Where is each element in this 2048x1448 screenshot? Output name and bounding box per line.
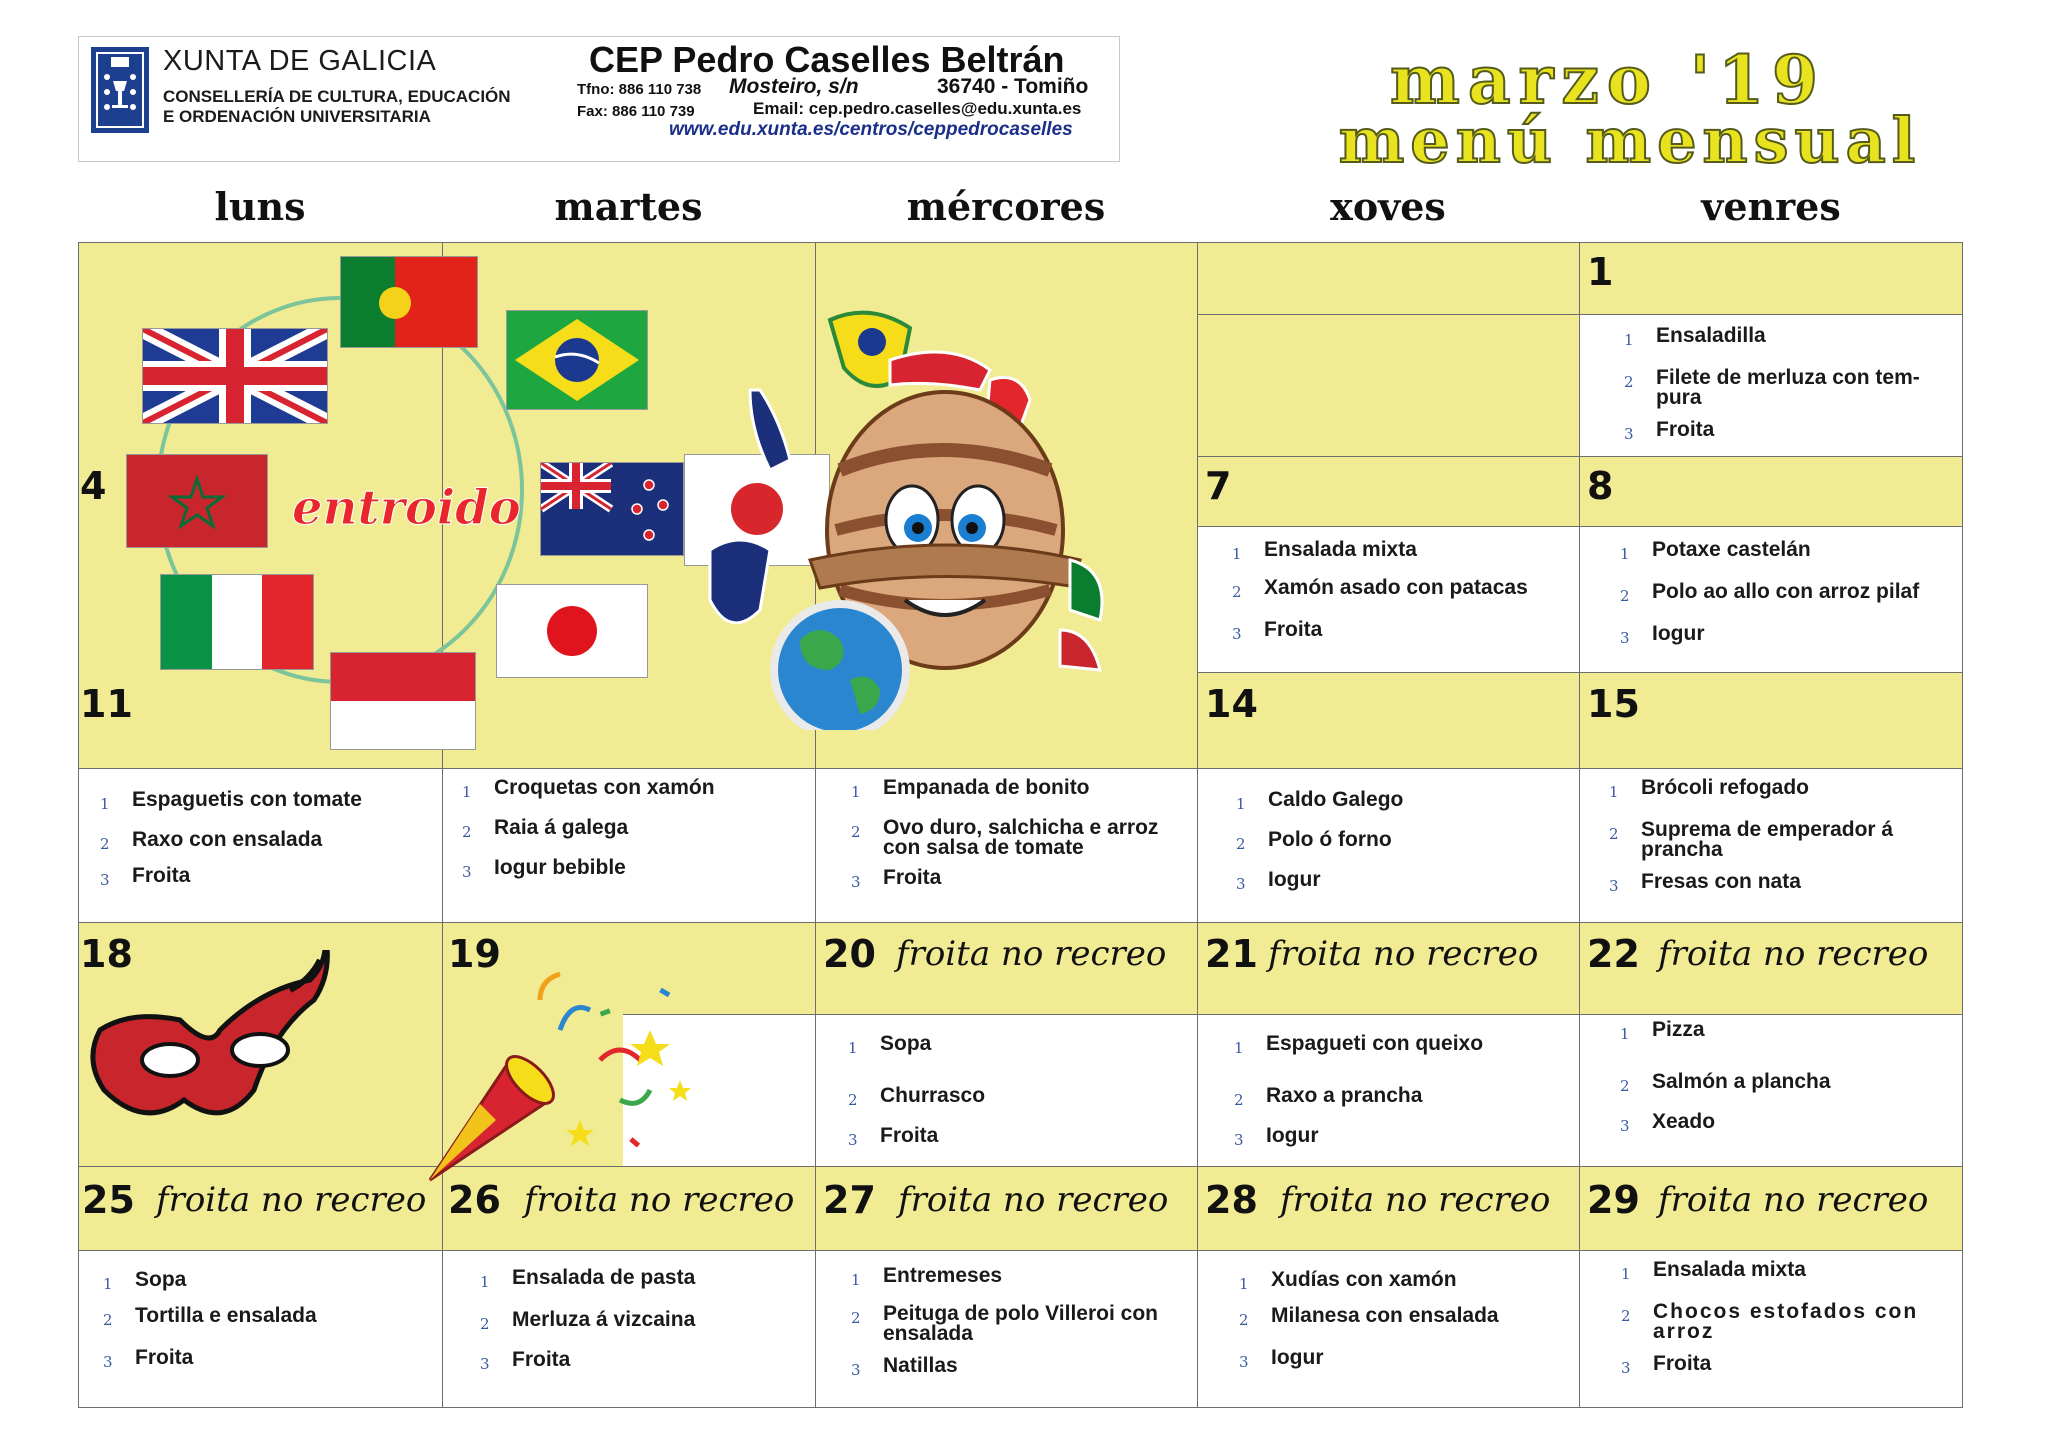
menu-item: 2 Ovo duro, salchicha e arroz con salsa de tomate	[851, 816, 1159, 859]
menu-item: 1 Caldo Galego	[1236, 788, 1404, 813]
day-number: 20	[823, 932, 876, 976]
menu-item: 3 Froita	[1624, 418, 1715, 443]
fruit-at-recess-note: froita no recreo	[896, 934, 1167, 974]
menu-item: 3 Iogur	[1234, 1124, 1319, 1149]
fruit-at-recess-note: froita no recreo	[1658, 934, 1929, 974]
menu-item: 2 Chocos estofados con arroz	[1621, 1300, 1919, 1343]
menu-item: 2 Polo ó forno	[1236, 828, 1392, 853]
fruit-at-recess-note: froita no recreo	[898, 1180, 1169, 1220]
menu-item: 1 Potaxe castelán	[1620, 538, 1811, 563]
menu-item: 3 Iogur	[1620, 622, 1705, 647]
japan-flag-icon	[496, 584, 648, 678]
day-number: 29	[1587, 1178, 1640, 1222]
entroido-label: entroido	[292, 480, 521, 536]
day-number: 14	[1205, 682, 1258, 726]
menu-item: 3 Natillas	[851, 1354, 958, 1379]
menu-item: 1 Sopa	[848, 1032, 932, 1057]
menu-item: 2 Raxo a prancha	[1234, 1084, 1423, 1109]
menu-item: 3 Iogur bebible	[462, 856, 626, 881]
menu-item: 3 Fresas con nata	[1609, 870, 1801, 895]
day-number: 1	[1587, 250, 1614, 294]
menu-item: 1 Sopa	[103, 1268, 187, 1293]
website-link[interactable]: www.edu.xunta.es/centros/ceppedrocaselles	[669, 119, 1073, 140]
menu-item: 3 Froita	[851, 866, 942, 891]
week-row-4	[78, 922, 1963, 1166]
org-name: XUNTA DE GALICIA	[163, 45, 437, 77]
phone: Tfno: 886 110 738	[577, 81, 702, 98]
address: Mosteiro, s/n	[729, 75, 859, 98]
day-number: 21	[1205, 932, 1258, 976]
menu-subtitle: menú mensual	[1338, 104, 1922, 177]
menu-item: 1 Ensalada mixta	[1621, 1258, 1806, 1283]
email: Email: cep.pedro.caselles@edu.xunta.es	[753, 99, 1082, 118]
conselleria-line1: CONSELLERÍA DE CULTURA, EDUCACIÓN	[163, 87, 511, 106]
menu-item: 2 Raia á galega	[462, 816, 629, 841]
day-number: 19	[448, 932, 501, 976]
menu-item: 1 Espaguetis con tomate	[100, 788, 362, 813]
menu-item: 3 Xeado	[1620, 1110, 1716, 1135]
week-row-5	[78, 1166, 1963, 1408]
day-number: 18	[80, 932, 133, 976]
menu-item: 1 Ensaladilla	[1624, 324, 1766, 349]
menu-item: 1 Entremeses	[851, 1264, 1003, 1289]
menu-item: 2 Milanesa con ensalada	[1239, 1304, 1499, 1329]
menu-item: 3 Froita	[480, 1348, 571, 1373]
day-header-venres: venres	[1701, 184, 1841, 229]
menu-item: 2 Xamón asado con patacas	[1232, 576, 1528, 601]
menu-item: 2 Polo ao allo con arroz pilaf	[1620, 580, 1920, 605]
menu-item: 1 Ensalada mixta	[1232, 538, 1417, 563]
menu-item: 1 Pizza	[1620, 1018, 1705, 1043]
menu-item: 1 Brócoli refogado	[1609, 776, 1810, 801]
new-zealand-flag-icon	[540, 462, 684, 556]
fruit-at-recess-note: froita no recreo	[1658, 1180, 1929, 1220]
school-header-box	[78, 36, 1120, 162]
brazil-flag-icon	[506, 310, 648, 410]
menu-item: 3 Froita	[1232, 618, 1323, 643]
menu-item: 2 Peituga de polo Villeroi con ensalada	[851, 1302, 1158, 1345]
day-header-martes: martes	[554, 184, 703, 229]
fruit-at-recess-note: froita no recreo	[1280, 1180, 1551, 1220]
uk-flag-icon	[142, 328, 328, 424]
menu-item: 2 Churrasco	[848, 1084, 986, 1109]
xunta-shield-logo	[91, 47, 149, 133]
town: 36740 - Tomiño	[937, 75, 1089, 98]
menu-item: 1 Empanada de bonito	[851, 776, 1090, 801]
fax: Fax: 886 110 739	[577, 103, 695, 120]
day-number: 27	[823, 1178, 876, 1222]
menu-item: 1 Xudías con xamón	[1239, 1268, 1457, 1293]
day-number: 26	[448, 1178, 501, 1222]
menu-item: 2 Filete de merluza con tem-pura	[1624, 366, 1920, 409]
menu-item: 2 Suprema de emperador á prancha	[1609, 818, 1894, 861]
menu-item: 3 Froita	[100, 864, 191, 889]
fruit-at-recess-note: froita no recreo	[156, 1180, 427, 1220]
italy-flag-icon	[160, 574, 314, 670]
fruit-at-recess-note: froita no recreo	[1268, 934, 1539, 974]
morocco-flag-icon	[126, 454, 268, 548]
day-number: 28	[1205, 1178, 1258, 1222]
portugal-flag-icon	[340, 256, 478, 348]
menu-item: 1 Croquetas con xamón	[462, 776, 715, 801]
world-mascot-illustration	[690, 300, 1160, 730]
menu-item: 3 Iogur	[1239, 1346, 1324, 1371]
day-number: 4	[80, 464, 107, 508]
carnival-mask-icon	[90, 950, 340, 1150]
day-header-mercores: mércores	[906, 184, 1106, 229]
menu-item: 2 Raxo con ensalada	[100, 828, 323, 853]
conselleria-line2: E ORDENACIÓN UNIVERSITARIA	[163, 107, 431, 126]
menu-item: 1 Ensalada de pasta	[480, 1266, 696, 1291]
monaco-flag-icon	[330, 652, 476, 750]
day-number: 8	[1587, 464, 1614, 508]
day-number: 22	[1587, 932, 1640, 976]
day-number: 15	[1587, 682, 1640, 726]
menu-item: 1 Espagueti con queixo	[1234, 1032, 1484, 1057]
menu-item: 2 Merluza á vizcaina	[480, 1308, 696, 1333]
school-name: CEP Pedro Caselles Beltrán	[589, 39, 1065, 80]
day-number: 11	[80, 682, 133, 726]
fruit-at-recess-note: froita no recreo	[524, 1180, 795, 1220]
menu-item: 3 Iogur	[1236, 868, 1321, 893]
party-popper-icon	[420, 970, 710, 1190]
day-number: 25	[82, 1178, 135, 1222]
menu-item: 2 Tortilla e ensalada	[103, 1304, 317, 1329]
menu-item: 3 Froita	[848, 1124, 939, 1149]
menu-item: 2 Salmón a plancha	[1620, 1070, 1831, 1095]
day-header-luns: luns	[214, 184, 306, 229]
menu-item: 3 Froita	[103, 1346, 194, 1371]
menu-item: 3 Froita	[1621, 1352, 1712, 1377]
day-number: 7	[1205, 464, 1232, 508]
month-title: marzo '19	[1390, 41, 1826, 119]
day-header-xoves: xoves	[1330, 184, 1446, 229]
